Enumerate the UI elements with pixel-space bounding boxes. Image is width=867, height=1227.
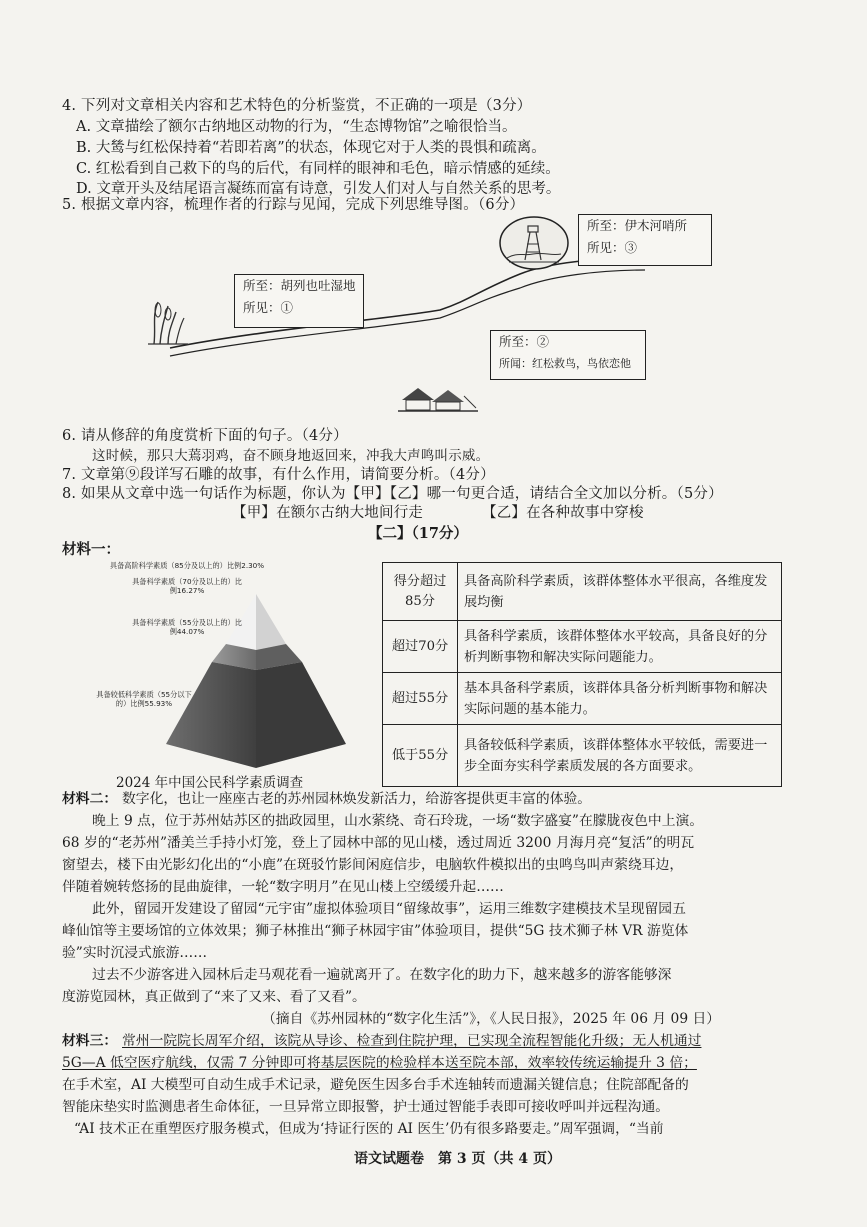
- mindmap-box-outpost: [578, 214, 712, 266]
- material-3-label: 材料三：: [62, 1033, 118, 1049]
- material-3-line: “AI 技术正在重塑医疗服务模式，但成为‘持证行医的 AI 医生’仍有很多路要走。”周军强调，“当前: [74, 1121, 664, 1137]
- material-3-line: 常州一院院长周军介绍，该院从导诊、检查到住院护理，已实现全流程智能化升级；无人机通过: [122, 1033, 702, 1049]
- table-key-cell: 超过70分: [383, 621, 458, 673]
- pyramid-caption: 2024 年中国公民科学素质调查: [116, 775, 304, 791]
- question-8-choice-b: 【乙】在各种故事中穿梭: [482, 505, 644, 521]
- question-5-stem: 5. 根据文章内容，梳理作者的行踪与见闻，完成下列思维导图。（6分）: [62, 197, 525, 213]
- watchtower-icon: [497, 214, 571, 272]
- question-6-quote: 这时候，那只大蔫羽鸡，奋不顾身地返回来，冲我大声鸣叫示威。: [92, 448, 490, 464]
- table-row: [383, 725, 782, 787]
- section-2-heading: 【二】（17分）: [368, 525, 468, 542]
- question-8-choice-a: 【甲】在额尔古纳大地间行走: [232, 505, 424, 521]
- table-row: [383, 621, 782, 673]
- material-1-label: 材料一：: [62, 541, 120, 558]
- science-literacy-table: [382, 562, 782, 787]
- question-6-stem: 6. 请从修辞的角度赏析下面的句子。（4分）: [62, 428, 348, 444]
- reeds-icon: [146, 296, 190, 346]
- mindmap-box-village: [490, 330, 646, 380]
- question-4-stem: 4. 下列对文章相关内容和艺术特色的分析鉴赏，不正确的一项是（3分）: [62, 98, 532, 114]
- question-4-option-d: D. 文章开头及结尾语言凝练而富有诗意，引发人们对人与自然关系的思考。: [76, 181, 561, 197]
- table-key-cell: 得分超过85分: [383, 563, 458, 621]
- table-desc-cell: 具备较低科学素质，该群体整体水平较低，需要进一步全面夯实科学素质发展的各方面要求。: [458, 725, 782, 787]
- material-3-line: 智能床垫实时监测患者生命体征，一旦异常立即报警，护士通过智能手表即可接收呼叫并远程沟通。: [62, 1099, 670, 1115]
- pyramid-label-55: 具备科学素质（55分及以上的）比例44.07%: [132, 618, 242, 636]
- material-2-line: 过去不少游客进入园林后走马观花看一遍就离开了。在数字化的助力下，越来越多的游客能够深: [92, 967, 672, 983]
- material-2-line: 晚上 9 点，位于苏州姑苏区的拙政园里，山水萦绕、奇石玲珑，一场“数字盛宴”在朦胧夜色中上演。: [92, 813, 704, 829]
- material-2-line: 验”实时沉浸式旅游……: [62, 945, 208, 961]
- table-key-cell: 超过55分: [383, 673, 458, 725]
- material-2-line: 度游览园林，真正做到了“来了又来、看了又看”。: [62, 989, 366, 1005]
- table-desc-cell: 具备高阶科学素质，该群体整体水平很高，各维度发展均衡: [458, 563, 782, 621]
- material-2-line: 峰仙馆等主要场馆的立体效果；狮子林推出“狮子林园宇宙”体验项目，提供“5G 技术狮子林 VR 游览体: [62, 923, 689, 939]
- question-4-option-c: C. 红松看到自己救下的鸟的后代，有同样的眼神和毛色，暗示情感的延续。: [76, 161, 560, 177]
- table-row: [383, 563, 782, 621]
- question-7-stem: 7. 文章第⑨段详写石雕的故事，有什么作用，请简要分析。（4分）: [62, 467, 495, 483]
- material-2-line: 伴随着婉转悠扬的昆曲旋律，一轮“数字明月”在见山楼上空缓缓升起……: [62, 879, 504, 895]
- mindmap-box-wetland-place: 所至：胡列也吐湿地: [243, 278, 356, 293]
- mindmap-box-outpost-seen: 所见：③: [587, 240, 638, 255]
- material-2-line: 此外，留园开发建设了留园“元宇宙”虚拟体验项目“留缘故事”，运用三维数字建模技术呈现留园五: [92, 901, 686, 917]
- village-icon: [398, 378, 480, 414]
- table-row: [383, 673, 782, 725]
- pyramid-label-below-55: 具备较低科学素质（55分以下的）比例55.93%: [96, 690, 192, 708]
- material-2-label: 材料二：: [62, 791, 118, 807]
- question-4-option-b: B. 大鸶与红松保持着“若即若离”的状态，体现它对于人类的畏惧和疏离。: [76, 140, 546, 156]
- material-2-line: 数字化，也让一座座古老的苏州园林焕发新活力，给游客提供更丰富的体验。: [122, 791, 592, 807]
- pyramid-label-70: 具备科学素质（70分及以上的）比例16.27%: [132, 577, 242, 595]
- mindmap-box-wetland-seen: 所见：①: [243, 300, 294, 315]
- mindmap-box-village-place: 所至：②: [499, 334, 550, 349]
- table-key-cell: 低于55分: [383, 725, 458, 787]
- question-4-option-a: A. 文章描绘了额尔古纳地区动物的行为，“生态博物馆”之喻很恰当。: [76, 119, 517, 135]
- mindmap-box-village-heard: 所闻：红松救鸟，鸟依恋他: [499, 357, 631, 370]
- material-3-line: 5G—A 低空医疗航线，仅需 7 分钟即可将基层医院的检验样本送至院本部，效率较传统运输提升 3 倍；: [62, 1055, 697, 1071]
- material-2-source: （摘自《苏州园林的“数字化生活”》，《人民日报》，2025 年 06 月 09 日）: [262, 1011, 721, 1027]
- mindmap-box-outpost-place: 所至：伊木河哨所: [587, 218, 688, 233]
- material-2-line: 68 岁的“老苏州”潘美兰手持小灯笼，登上了园林中部的见山楼，透过周近 3200 月海月亮“复活”的明瓦: [62, 835, 695, 851]
- material-2-line: 窗望去，楼下由光影幻化出的“小鹿”在斑驳竹影间闲庭信步，电脑软件模拟出的虫鸣鸟叫声萦绕耳边，: [62, 857, 684, 873]
- table-desc-cell: 具备科学素质，该群体整体水平较高，具备良好的分析判断事物和解决实际问题能力。: [458, 621, 782, 673]
- pyramid-label-85: 具备高阶科学素质（85分及以上的）比例2.30%: [109, 561, 265, 570]
- question-8-stem: 8. 如果从文章中选一句话作为标题，你认为【甲】【乙】哪一句更合适，请结合全文加以分析。（5分）: [62, 486, 723, 502]
- page-footer: 语文试题卷 第 3 页（共 4 页）: [354, 1151, 561, 1167]
- table-desc-cell: 基本具备科学素质，该群体具备分析判断事物和解决实际问题的基本能力。: [458, 673, 782, 725]
- mindmap-box-wetland: [234, 274, 364, 328]
- material-3-line: 在手术室，AI 大模型可自动生成手术记录，避免医生因多台手术连轴转而遗漏关键信息；住院部配备的: [62, 1077, 689, 1093]
